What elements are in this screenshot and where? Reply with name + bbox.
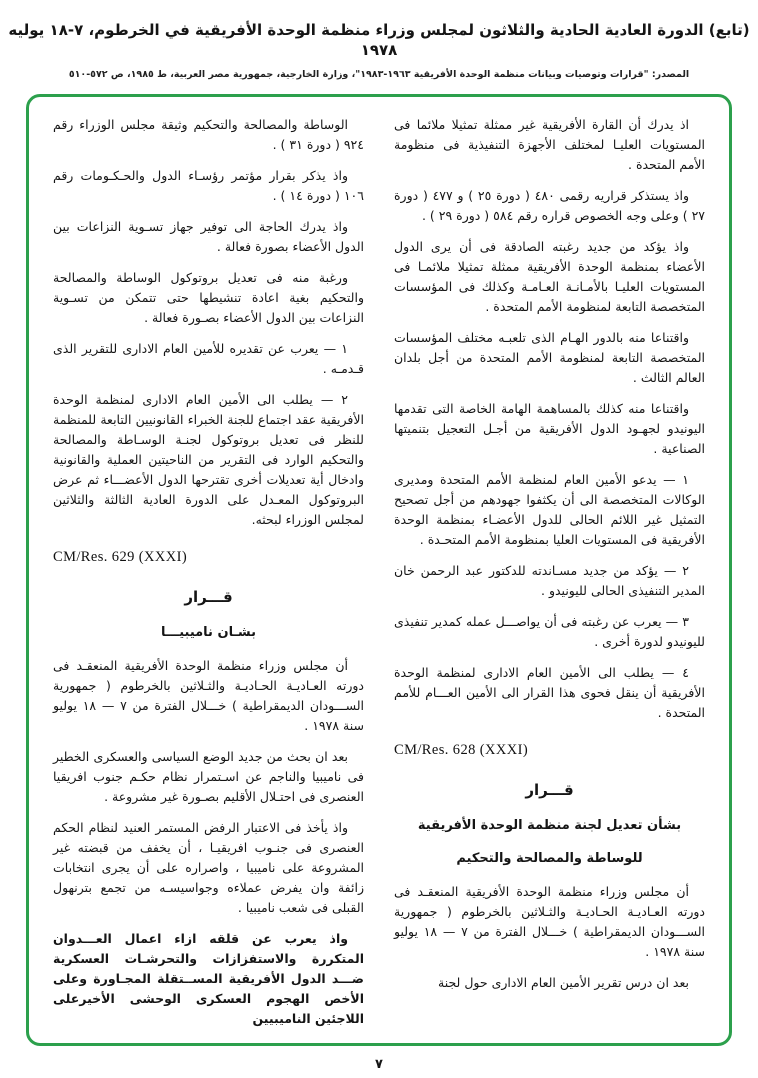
- paragraph-left-5: ٢ — يطلب الى الأمين العام الادارى لمنظمة الوحدة الأفريقية عقد اجتماع للجنة الخبراء القانونيين التابعة للمنظمة للنظر فى تعديل بروتوكول لجنـة الوسـاطة والمصالحة والتحكيم الوارد فى التقرير من الناحيتين العملية والقانونية وادخال أية تعديلات أخرى تقترحها الدول الأعضـــاء ثم عرض البروتوكول المعـدل على الدورة العادية الثالثة والثلاثين لمجلس الوزراء لبحثه.: [53, 392, 364, 527]
- paragraph-right-2: واذ يؤكد من جديد رغبته الصادقة فى أن يرى الدول الأعضاء بمنظمة الوحدة الأفريقية ممثلة تمثيلا ملائمـا فى المستويات العليـا بالأمـانـة العـامـة وكذلك فى المؤسسات المتخصصة التابعة لمنظومة الأمم المتحدة .: [394, 239, 705, 314]
- paragraph-left-10: بعد ان بحث من جديد الوضع السياسى والعسكرى الخطير فى ناميبيا والناجم عن اسـتمرار نظام حكـم جنوب افريقيا العنصرى فى احتـلال الأقليم بصـورة غير مشروعة .: [53, 748, 364, 804]
- paragraph-right-14: بعد ان درس تقرير الأمين العام الادارى حول لجنة: [438, 974, 689, 990]
- paragraph-right-5: ١ — يدعو الأمين العام لمنظمة الأمم المتحدة ومديرى الوكالات المتخصصة الى أن يكثفوا جهودهم من أجل تصحيح التمثيل غير اللائم الحالى للدول الأعضـاء بمنظمة الوحدة الأفريقية فى المستويات العليا بمنظومة الأمم المتحـدة .: [394, 472, 705, 547]
- paragraph-right-3: واقتناعا منه بالدور الهـام الذى تلعبـه مختلف المؤسسات المتخصصة التابعة لمنظومة الأمم المتحدة من أجل بلدان العالم الثالث .: [394, 330, 705, 385]
- paragraph-right-8: ٤ — يطلب الى الأمين العام الادارى لمنظمة الوحدة الأفريقية أن ينقل فحوى هذا القرار الى الأمين العـــام للأمم المتحدة .: [394, 665, 705, 720]
- resolution-subject-right-12: للوساطة والمصالحة والتحكيم: [456, 850, 643, 866]
- column-left: [53, 115, 364, 1029]
- content-frame: [26, 94, 732, 1046]
- paragraph-right-7: ٣ — يعرب عن رغبته فى أن يواصـــل عمله كمدير تنفيذى لليونيدو لدورة أخرى .: [394, 614, 705, 649]
- paragraph-left-0: الوساطة والمصالحة والتحكيم وثيقة مجلس الوزراء رقم ٩٢٤ ( دورة ٣١ ) .: [53, 117, 364, 152]
- paragraph-right-13: أن مجلس وزراء منظمة الوحدة الأفريقية المنعقـد فى دورته العـاديـة الحـاديـة والثـلاثين بالخرطوم ( جمهورية الســـودان الديمقراطية ) خـــلال الفترة من ٧ — ١٨ يوليو سنة ١٩٧٨ .: [394, 883, 706, 959]
- paragraph-left-2: واذ يدرك الحاجة الى توفير جهاز تسـوية النزاعات بين الدول الأعضاء بصورة فعالة .: [53, 219, 364, 254]
- resolution-subject-right-11: بشأن تعديل لجنة منظمة الوحدة الأفريقية: [417, 818, 682, 834]
- paragraph-left-9: أن مجلس وزراء منظمة الوحدة الأفريقية المنعقـد فى دورته العـاديـة الحـاديـة والثـلاثين بالخرطوم ( جمهورية الســـودان الديمقراطية ) خـــلال الفترة من ٧ — ١٨ يوليو سنة ١٩٧٨ .: [53, 657, 365, 733]
- text-columns: [53, 115, 705, 1029]
- resolution-ref-left-6: CM/Res. 629 (XXXI): [53, 549, 188, 565]
- page-header: [0, 0, 758, 80]
- resolution-subject-left-8: بشـان ناميبيـــا: [161, 625, 256, 641]
- paragraph-right-1: واذ يستذكر قراريه رقمى ٤٨٠ ( دورة ٢٥ ) و ٤٧٧ ( دورة ٢٧ ) وعلى وجه الخصوص قراره رقم ٥٨٤ ( دورة ٢٩ ) .: [394, 188, 705, 223]
- paragraph-left-1: واذ يذكر بقرار مؤتمر رؤسـاء الدول والحـكـومات رقم ١٠٦ ( دورة ١٤ ) .: [53, 168, 364, 203]
- paragraph-left-4: ١ — يعرب عن تقديره للأمين العام الادارى للتقرير الذى قـدمـه .: [53, 341, 364, 376]
- page-number: ٧: [375, 1057, 383, 1072]
- paragraph-left-3: ورغبة منه فى تعديل بروتوكول الوساطة والمصالحة والتحكيم بغية اعادة تنشيطها حتى تتمكن من تسـوية النزاعات بين الدول الأعضاء بصـورة فعالة .: [53, 270, 364, 325]
- paragraph-right-6: ٢ — يؤكد من جديد مسـاندته للدكتور عبد الرحمن خان المدير التنفيذى الحالى لليونيدو .: [394, 563, 705, 598]
- resolution-heading-right-10: قـــرار: [525, 781, 574, 800]
- resolution-heading-left-7: قـــرار: [184, 588, 233, 607]
- header-source-line: المصدر: "قرارات وتوصيات وبيانات منظمة الوحدة الأفريقية ١٩٦٣-١٩٨٣"، وزارة الخارجية، جمهورية مصر العربية، ط ١٩٨٥، ص ٥٧٢-٥١٠: [68, 68, 690, 80]
- paragraph-right-4: واقتناعا منه كذلك بالمساهمة الهامة الخاصة التى تقدمها اليونيدو لجهـود الدول الأفريقية من أجـل التعجيل بتنميتها الصناعية .: [394, 401, 705, 456]
- paragraph-right-0: اذ يدرك أن القارة الأفريقية غير ممثلة تمثيلا ملائما فى المستويات العليـا لمختلف الأجهزة التنفيذية فى منظومة الأمم المتحدة .: [394, 117, 705, 172]
- column-right: [394, 115, 705, 1029]
- paragraph-left-11: واذ يأخذ فى الاعتبار الرفض المستمر العنيد لنظام الحكم العنصرى فى جنـوب افريقيـا ، أن يخفف من قبضته غير المشروعة على ناميبيا ، واصراره على أن يجرى انتخابات زائفة وان يفرض عملاءه وجواسيسـه من تجمع بترنهول القبلى فى شعب ناميبيا .: [53, 819, 364, 915]
- header-title: (تابع) الدورة العادية الحادية والثلاثون لمجلس وزراء منظمة الوحدة الأفريقية في الخرطوم، ٧-١٨ يوليه ١٩٧٨: [8, 21, 750, 60]
- resolution-ref-right-9: CM/Res. 628 (XXXI): [394, 742, 529, 758]
- paragraph-left-12: واذ يعرب عن قلقه ازاء اعمال العـــدوان المتكررة والاستفزازات والتحرشـات العسكرية ضـــد الدول الأفريقية المســتقلة المجـاورة وعلى الأخص الهجوم العسكرى الوحشى الأخيرعلى اللاجئين الناميبيين: [53, 930, 364, 1026]
